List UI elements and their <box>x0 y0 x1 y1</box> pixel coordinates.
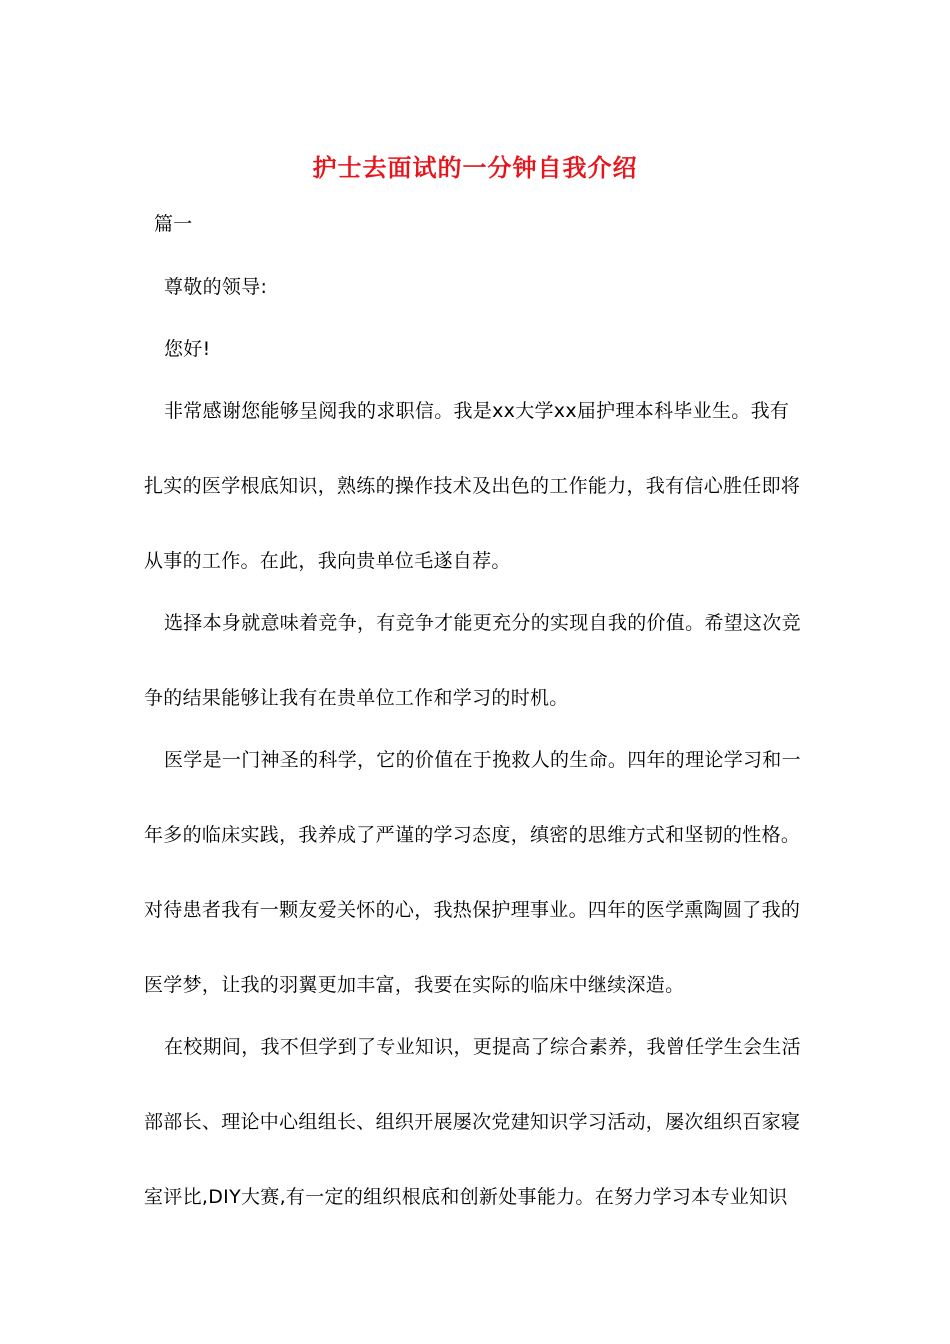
document-title: 护士去面试的一分钟自我介绍 <box>312 153 638 182</box>
section-label: 篇一 <box>154 213 193 235</box>
body-line: 扎实的医学根底知识，熟练的操作技术及出色的工作能力，我有信心胜任即将 <box>144 475 801 497</box>
body-line: 对待患者我有一颗友爱关怀的心，我热保护理事业。四年的医学熏陶圆了我的 <box>144 899 801 921</box>
body-line: 部部长、理论中心组组长、组织开展屡次党建知识学习活动，屡次组织百家寝 <box>144 1111 801 1133</box>
body-line: 室评比,DIY大赛,有一定的组织根底和创新处事能力。在努力学习本专业知识 <box>144 1186 788 1208</box>
body-line: 医学是一门神圣的科学，它的价值在于挽救人的生命。四年的理论学习和一 <box>164 749 801 771</box>
body-line: 非常感谢您能够呈阅我的求职信。我是xx大学xx届护理本科毕业生。我有 <box>164 400 790 422</box>
body-line: 年多的临床实践，我养成了严谨的学习态度，缜密的思维方式和坚韧的性格。 <box>144 824 801 846</box>
greeting: 您好! <box>164 338 211 360</box>
body-line: 选择本身就意味着竞争，有竞争才能更充分的实现自我的价值。希望这次竞 <box>164 612 801 634</box>
body-line: 医学梦，让我的羽翼更加丰富，我要在实际的临床中继续深造。 <box>144 974 685 996</box>
salutation: 尊敬的领导: <box>164 276 268 298</box>
body-line: 在校期间，我不但学到了专业知识，更提高了综合素养，我曾任学生会生活 <box>164 1036 801 1058</box>
body-line: 争的结果能够让我有在贵单位工作和学习的时机。 <box>144 687 569 709</box>
body-line: 从事的工作。在此，我向贵单位毛遂自荐。 <box>144 550 511 572</box>
